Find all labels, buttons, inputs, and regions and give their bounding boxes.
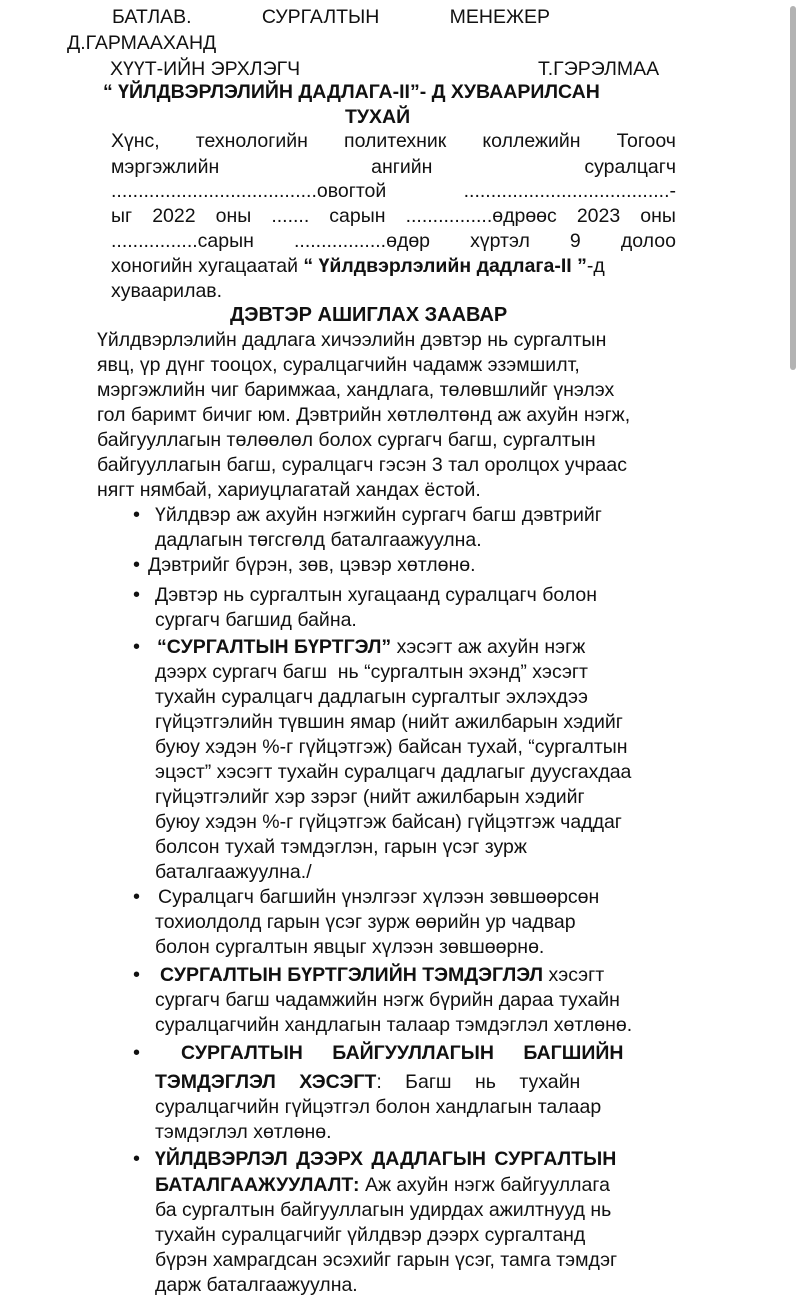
practice-name: “ Үйлдвэрлэлийн дадлага-II ” bbox=[303, 255, 587, 277]
bullet-2-icon: • bbox=[133, 554, 141, 576]
assignment-line-5: ................сарын .................өдөр хүртэл 9 долоо bbox=[111, 230, 676, 252]
bullet-3-icon: • bbox=[133, 584, 141, 606]
registration-notes-label: СУРГАЛТЫН БҮРТГЭЛИЙН ТЭМДЭГЛЭЛ bbox=[160, 964, 544, 986]
bullet-7-line-2: ТЭМДЭГЛЭЛ ХЭСЭГТ: Багш нь тухайн bbox=[155, 1071, 581, 1093]
bullet-8-line-1: ҮЙЛДВЭРЛЭЛ ДЭЭРХ ДАДЛАГЫН СУРГАЛТЫН bbox=[155, 1148, 617, 1170]
bullet-4-line-1: “СУРГАЛТЫН БҮРТГЭЛ” хэсэгт аж ахуйн нэгж bbox=[157, 636, 586, 658]
assignment-line-1: Хүнс, технологийн политехник коллежийн Тогооч bbox=[111, 130, 676, 152]
bullet-4-line-10: баталгаажуулна./ bbox=[155, 861, 312, 883]
bullet-8-line-2: БАТАЛГААЖУУЛАЛТ: Аж ахуйн нэгж байгууллага bbox=[155, 1174, 610, 1196]
head-title: ХҮҮТ-ИЙН ЭРХЛЭГЧ bbox=[110, 58, 301, 80]
bullet-4-line-6: эцэст” хэсэгт тухайн суралцагч дадлагыг дуусгахдаа bbox=[155, 761, 632, 783]
bullet-2-line-1: Дэвтрийг бүрэн, зөв, цэвэр хөтлөнө. bbox=[148, 554, 476, 576]
bullet-4-line-8: буюу хэдэн %-г гүйцэтгэж байсан) гүйцэтгэж чаддаг bbox=[155, 811, 622, 833]
head-name: Т.ГЭРЭЛМАА bbox=[538, 58, 660, 80]
bullet-3-line-1: Дэвтэр нь сургалтын хугацаанд суралцагч болон bbox=[155, 584, 598, 606]
bullet-1-line-1: Үйлдвэр аж ахуйн нэгжийн сургагч багш дэвтрийг bbox=[155, 504, 602, 526]
approve-label: БАТЛАВ. bbox=[112, 6, 192, 28]
bullet-5-line-3: болон сургалтын явцыг хүлээн зөвшөөрнө. bbox=[155, 936, 545, 958]
bullet-8-icon: • bbox=[133, 1148, 141, 1170]
assignment-line-4: ыг 2022 оны ....... сарын ................өдрөөс 2023 оны bbox=[111, 205, 676, 227]
intro-line-7: нягт нямбай, хариуцлагатай хандах ёстой. bbox=[97, 479, 481, 501]
assignment-line-6: хоногийн хугацаатай “ Үйлдвэрлэлийн дадлага-II ”-д bbox=[111, 255, 605, 277]
intro-line-2: явц, үр дүнг тооцох, суралцагчийн чадамж эзэмшилт, bbox=[97, 354, 580, 376]
bullet-8-line-3: ба сургалтын байгууллагын удирдах ажилтнууд нь bbox=[155, 1199, 612, 1221]
bullet-4-line-5: буюу хэдэн %-г гүйцэтгэж) байсан тухай, “сургалтын bbox=[155, 736, 628, 758]
bullet-1-icon: • bbox=[133, 504, 141, 526]
bullet-1-line-2: дадлагын төгсгөлд баталгаажуулна. bbox=[155, 529, 482, 551]
instructions-heading: ДЭВТЭР АШИГЛАХ ЗААВАР bbox=[230, 304, 508, 326]
bullet-6-line-2: сургагч багш чадамжийн нэгж бүрийн дараа тухайн bbox=[155, 989, 620, 1011]
bullet-4-icon: • bbox=[133, 636, 141, 658]
assignment-line-7: хуваарилав. bbox=[111, 280, 223, 302]
bullet-8-line-6: дарж баталгаажуулна. bbox=[155, 1274, 358, 1296]
bullet-8-line-5: бүрэн хамрагдсан эсэхийг гарын үсэг, тамга тэмдэг bbox=[155, 1249, 618, 1271]
training-label: СУРГАЛТЫН bbox=[261, 6, 380, 28]
bullet-5-line-2: тохиолдолд гарын үсэг зурж өөрийн ур чадвар bbox=[155, 911, 576, 933]
approval-line bbox=[112, 4, 550, 31]
bullet-4-line-7: гүйцэтгэлийг хэр зэрэг (нийт ажилбарын хэдийг bbox=[155, 786, 585, 808]
bullet-4-line-2: дээрх сургагч багш нь “сургалтын эхэнд” хэсэгт bbox=[155, 661, 588, 683]
doc-title-line-1: “ ҮЙЛДВЭРЛЭЛИЙН ДАДЛАГА-II”- Д ХУВААРИЛСАН bbox=[103, 81, 600, 103]
bullet-5-line-1: Суралцагч багшийн үнэлгээг хүлээн зөвшөөрсөн bbox=[158, 886, 600, 908]
bullet-7-line-1: СУРГАЛТЫН БАЙГУУЛЛАГЫН БАГШИЙН bbox=[181, 1042, 624, 1064]
teacher-notes-label: ТЭМДЭГЛЭЛ ХЭСЭГТ bbox=[155, 1071, 377, 1093]
manager-name: Д.ГАРМААХАНД bbox=[67, 32, 217, 54]
bullet-7-line-3: суралцагчийн гүйцэтгэл болон хандлагын талаар bbox=[155, 1096, 602, 1118]
bullet-7-line-4: тэмдэглэл хөтлөнө. bbox=[155, 1121, 332, 1143]
bullet-8-line-4: тухайн суралцагчийг үйлдвэр дээрх сургалтанд bbox=[155, 1224, 586, 1246]
bullet-6-icon: • bbox=[133, 964, 141, 986]
manager-label: МЕНЕЖЕР bbox=[449, 6, 550, 28]
intro-line-1: Үйлдвэрлэлийн дадлага хичээлийн дэвтэр нь сургалтын bbox=[97, 329, 607, 351]
bullet-4-line-3: тухайн суралцагч дадлагын сургалтыг эхлэхдээ bbox=[155, 686, 588, 708]
bullet-7-icon: • bbox=[133, 1042, 141, 1064]
registration-section-label: “СУРГАЛТЫН БҮРТГЭЛ” bbox=[157, 636, 392, 658]
bullet-3-line-2: сургагч багшид байна. bbox=[155, 609, 357, 631]
intro-line-4: гол баримт бичиг юм. Дэвтрийн хөтлөлтөнд аж ахуйн нэгж, bbox=[97, 404, 631, 426]
intro-line-6: байгууллагын багш, суралцагч гэсэн 3 тал оролцох учраас bbox=[97, 454, 627, 476]
bullet-4-line-9: болсон тухай тэмдэглэн, гарын үсэг зурж bbox=[155, 836, 527, 858]
bullet-6-line-1: СУРГАЛТЫН БҮРТГЭЛИЙН ТЭМДЭГЛЭЛ хэсэгт bbox=[160, 964, 605, 986]
confirmation-label: БАТАЛГААЖУУЛАЛТ: bbox=[155, 1174, 360, 1196]
intro-line-5: байгууллагын төлөөлөл болох сургагч багш, сургалтын bbox=[97, 429, 596, 451]
assignment-line-2: мэргэжлийн ангийн суралцагч bbox=[111, 156, 676, 178]
intro-line-3: мэргэжлийн чиг баримжаа, хандлага, төлөвшлийг үнэлэх bbox=[97, 379, 615, 401]
doc-title-line-2: ТУХАЙ bbox=[345, 106, 411, 128]
bullet-6-line-3: суралцагчийн хандлагын талаар тэмдэглэл хөтлөнө. bbox=[155, 1014, 633, 1036]
vertical-scrollbar[interactable] bbox=[790, 6, 796, 370]
assignment-line-3 bbox=[111, 178, 676, 205]
bullet-5-icon: • bbox=[133, 886, 141, 908]
name-blank: ......................................- bbox=[463, 180, 676, 202]
surname-blank: ......................................овогтой bbox=[111, 180, 387, 202]
bullet-4-line-4: гүйцэтгэлийн түвшин ямар (нийт ажилбарын хэдийг bbox=[155, 711, 623, 733]
